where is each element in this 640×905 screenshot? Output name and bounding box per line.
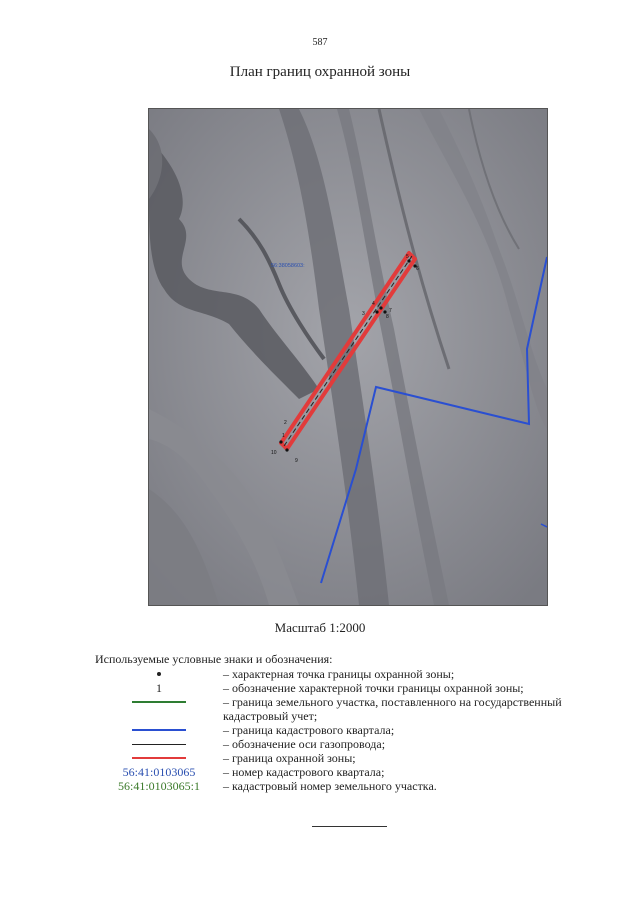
legend-desc: – граница земельного участка, поставленного на государственный кадастровый учет; <box>223 695 562 723</box>
map-quarter-label: 56:38058603: <box>271 263 305 269</box>
quarter-number-sample: 56:41:0103065 <box>122 765 196 779</box>
legend-item-parcel-number <box>95 779 615 793</box>
legend-desc: – номер кадастрового квартала; <box>223 765 385 779</box>
map-canvas <box>149 109 547 605</box>
point-label-3: 3 <box>362 311 365 317</box>
legend-item-quarter-boundary <box>95 723 615 737</box>
point-label-7: 7 <box>389 308 392 314</box>
legend <box>95 667 615 793</box>
legend-desc: – характерная точка границы охранной зоны; <box>223 667 455 681</box>
point-number-sample: 1 <box>156 681 162 695</box>
legend-item-point-label <box>95 681 615 695</box>
blue-line-icon <box>132 729 186 731</box>
page-number: 587 <box>312 37 328 48</box>
legend-desc: – граница охранной зоны; <box>223 751 356 765</box>
map-scale: Масштаб 1:2000 <box>274 620 366 635</box>
footer-divider <box>312 826 387 827</box>
legend-item-parcel-boundary <box>95 695 615 723</box>
point-label-10: 10 <box>271 450 277 456</box>
legend-item-pipeline-axis <box>95 737 615 751</box>
legend-desc: – кадастровый номер земельного участка. <box>223 779 437 793</box>
page-title: План границ охранной зоны <box>229 64 411 80</box>
point-marker-icon <box>157 672 161 676</box>
legend-item-point <box>95 667 615 681</box>
legend-item-protection-zone <box>95 751 615 765</box>
point-label-5: 5 <box>406 254 409 260</box>
point-label-6: 6 <box>416 266 419 272</box>
point-label-8: 8 <box>386 314 389 320</box>
map-view[interactable] <box>148 108 548 606</box>
red-line-icon <box>132 757 186 759</box>
legend-item-quarter-number <box>95 765 615 779</box>
legend-desc: – граница кадастрового квартала; <box>223 723 395 737</box>
point-label-9: 9 <box>295 458 298 464</box>
point-label-1: 1 <box>282 433 285 439</box>
legend-desc: – обозначение характерной точки границы охранной зоны; <box>223 681 524 695</box>
legend-desc: – обозначение оси газопровода; <box>223 737 386 751</box>
parcel-number-sample: 56:41:0103065:1 <box>117 779 200 793</box>
legend-heading: Используемые условные знаки и обозначения: <box>95 652 333 666</box>
black-line-icon <box>132 744 186 745</box>
green-line-icon <box>132 701 186 703</box>
point-label-2: 2 <box>284 420 287 426</box>
point-label-4: 4 <box>372 301 375 307</box>
